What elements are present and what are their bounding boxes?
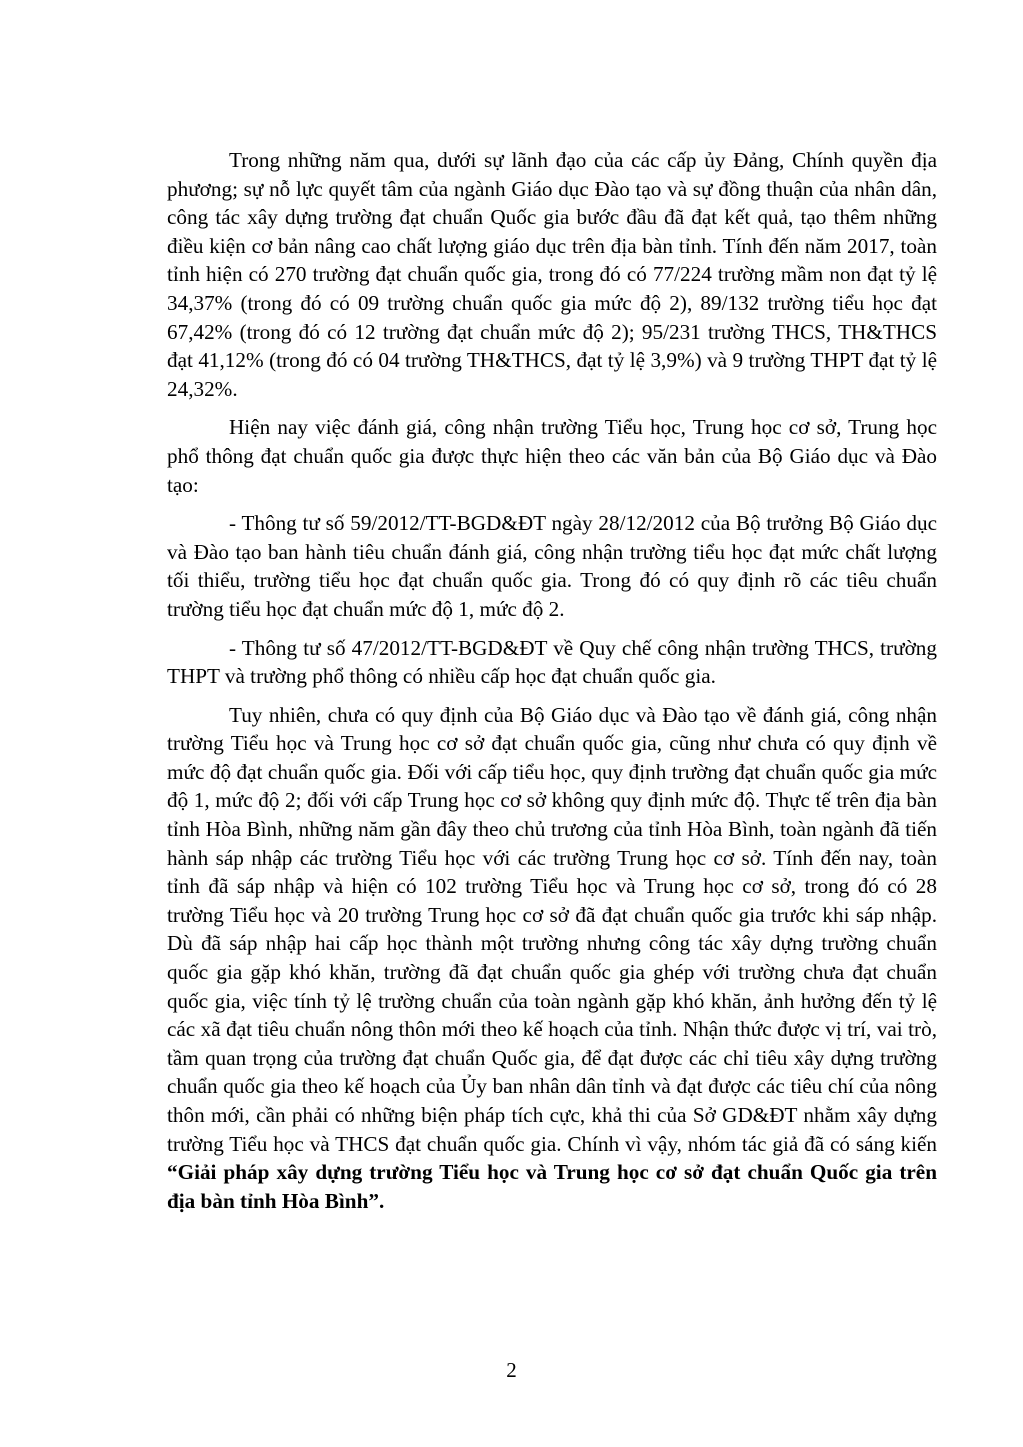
paragraph-achievements: Trong những năm qua, dưới sự lãnh đạo của các cấp ủy Đảng, Chính quyền địa phương; sự nỗ lực quyết tâm của ngành Giáo dục Đào tạo và sự đồng thuận của nhân dân, công tác xây dựng trường đạt chuẩn Quốc gia bước đầu đã đạt kết quả, tạo thêm những điều kiện cơ bản nâng cao chất lượng giáo dục trên địa bàn tỉnh. Tính đến năm 2017, toàn tỉnh hiện có 270 trường đạt chuẩn quốc gia, trong đó có 77/224 trường mầm non đạt tỷ lệ 34,37% (trong đó có 09 trường chuẩn quốc gia mức độ 2), 89/132 trường tiểu học đạt 67,42% (trong đó có 12 trường đạt chuẩn mức độ 2); 95/231 trường THCS, TH&THCS đạt 41,12% (trong đó có 04 trường TH&THCS, đạt tỷ lệ 3,9%) và 9 trường THPT đạt tỷ lệ 24,32%.: [167, 148, 937, 401]
paragraph-initiative-text: Tuy nhiên, chưa có quy định của Bộ Giáo dục và Đào tạo về đánh giá, công nhận trường Tiểu học và Trung học cơ sở đạt chuẩn quốc gia, cũng như chưa có quy định về mức độ đạt chuẩn quốc gia. Đối với cấp tiểu học, quy định trường đạt chuẩn quốc gia mức độ 1, mức độ 2; đối với cấp Trung học cơ sở không quy định mức độ. Thực tế trên địa bàn tỉnh Hòa Bình, những năm gần đây theo chủ trương của tỉnh Hòa Bình, toàn ngành đã tiến hành sáp nhập các trường Tiểu học với các trường Trung học cơ sở. Tính đến nay, toàn tỉnh đã sáp nhập và hiện có 102 trường Tiểu học và Trung học cơ sở, trong đó có 28 trường Tiểu học và 20 trường Trung học cơ sở đã đạt chuẩn quốc gia trước khi sáp nhập. Dù đã sáp nhập hai cấp học thành một trường nhưng công tác xây dựng trường chuẩn quốc gia gặp khó khăn, trường đã đạt chuẩn quốc gia ghép với trường chưa đạt chuẩn quốc gia, việc tính tỷ lệ trường chuẩn của toàn ngành gặp khó khăn, ảnh hưởng đến tỷ lệ các xã đạt tiêu chuẩn nông thôn mới theo kế hoạch của tỉnh. Nhận thức được vị trí, vai trò, tầm quan trọng của trường đạt chuẩn Quốc gia, để đạt được các chỉ tiêu xây dựng trường chuẩn quốc gia theo kế hoạch của Ủy ban nhân dân tỉnh và đạt được các tiêu chí của nông thôn mới, cần phải có những biện pháp tích cực, khả thi của Sở GD&ĐT nhằm xây dựng trường Tiểu học và THCS đạt chuẩn quốc gia. Chính vì vậy, nhóm tác giả đã có sáng kiến: [167, 702, 937, 1156]
document-body: [167, 146, 937, 1225]
paragraph-initiative: [167, 701, 937, 1216]
initiative-title: “Giải pháp xây dựng trường Tiểu học và Trung học cơ sở đạt chuẩn Quốc gia trên địa bàn tỉnh Hòa Bình”.: [167, 1160, 937, 1213]
paragraph-circular-59: - Thông tư số 59/2012/TT-BGD&ĐT ngày 28/12/2012 của Bộ trưởng Bộ Giáo dục và Đào tạo ban hành tiêu chuẩn đánh giá, công nhận trường tiểu học đạt mức chất lượng tối thiểu, trường tiểu học đạt chuẩn quốc gia. Trong đó có quy định rõ các tiêu chuẩn trường tiểu học đạt chuẩn mức độ 1, mức độ 2.: [167, 511, 937, 621]
paragraph-circular-47: - Thông tư số 47/2012/TT-BGD&ĐT về Quy chế công nhận trường THCS, trường THPT và trường phổ thông có nhiều cấp học đạt chuẩn quốc gia.: [167, 635, 937, 689]
paragraph-evaluation-basis: Hiện nay việc đánh giá, công nhận trường Tiểu học, Trung học cơ sở, Trung học phổ thông đạt chuẩn quốc gia được thực hiện theo các văn bản của Bộ Giáo dục và Đào tạo:: [167, 415, 937, 497]
page-number: 2: [506, 1358, 517, 1382]
